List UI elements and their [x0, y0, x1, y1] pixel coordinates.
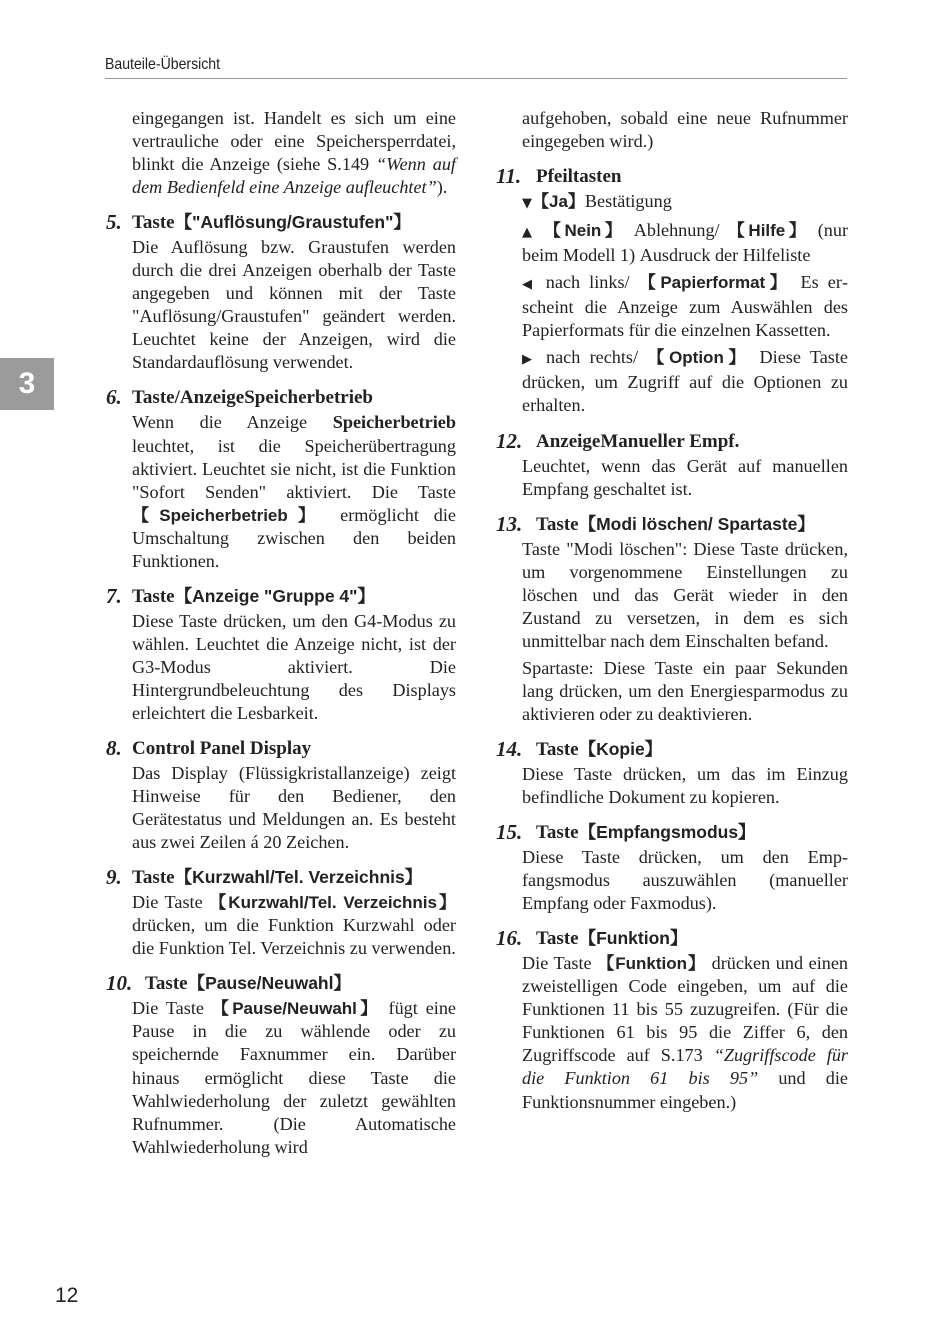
- item-heading: 14. Taste【Kopie】: [496, 736, 663, 761]
- key-label: 【Kopie】: [578, 738, 663, 759]
- key-label: 【Papierformat】: [638, 273, 792, 293]
- item-heading: 5. Taste【"Auflösung/Graustufen"】: [106, 210, 411, 235]
- item-16: [496, 925, 848, 1113]
- page-reference: “Zugriffscode für die Funktion 61 bis 95”: [522, 1045, 848, 1089]
- item-15: [496, 819, 848, 915]
- key-label: 【Speicherbetrieb】: [132, 505, 326, 525]
- item-description: Diese Taste drücken, um den Empfangsmodus auszuwählen (manueller Empfang oder Faxmodus).: [522, 847, 848, 914]
- item-description: Diese Taste drücken, um den G4-Modus zu wählen. Leuchtet die Anzeige nicht, ist der G3-Modus aktiviert. Die Hintergrundbeleuchtung des Displays erleichtert die Lesbarkeit.: [132, 610, 456, 723]
- item-10: [106, 970, 456, 1158]
- item-description: Die Taste 【Kurzwahl/Tel. Verzeichnis】 drücken, um die Funktion Kurzwahl oder die Funktion Tel. Verzeichnis zu verwenden.: [132, 892, 456, 959]
- item-description: Taste "Modi löschen": Diese Taste drücken, um vorgenommene Einstellungen zu löschen und das Gerät wieder in den Zustand zu versetzen, in dem es sich unmittelbar nach dem Einschalten befand.: [522, 538, 848, 651]
- right-column: [496, 107, 848, 1114]
- key-label: 【Option】: [647, 348, 751, 368]
- arrow-up-entry: ▲ 【Nein】 Ablehnung/ 【Hilfe】 (nur beim Modell 1) Ausdruck der Hilfeliste: [522, 220, 849, 266]
- key-label: 【Pause/Neuwahl】: [211, 999, 381, 1019]
- key-label: 【Hilfe】: [727, 221, 810, 241]
- item-heading: 12. AnzeigeManueller Empf.: [496, 428, 740, 453]
- item-heading: 7. Taste【Anzeige "Gruppe 4"】: [106, 583, 375, 608]
- item-heading: 8. Control Panel Display: [106, 736, 312, 761]
- page-reference: “Wenn auf dem Bedienfeld eine Anzeige aufleuchtet”: [132, 154, 456, 198]
- item-heading: 9. Taste【Kurzwahl/Tel. Verzeichnis】: [106, 865, 423, 890]
- item-description: Wenn die Anzeige Speicherbetrieb leuchtet, ist die Speicherübertragung aktiviert. Leuchtet sie nicht, ist die Funktion "Sofort Senden" aktiviert. Die Taste 【Speicherbetrieb】 ermöglicht die Umschaltung zwischen den beiden Funktionen.: [132, 412, 456, 571]
- item-5: [106, 209, 456, 374]
- item-heading: 11. Pfeiltasten: [496, 164, 622, 189]
- key-label: 【Empfangsmodus】: [578, 822, 756, 843]
- key-label: 【Anzeige "Gruppe 4"】: [174, 585, 375, 606]
- item-11: [496, 163, 848, 417]
- item-description: Leuchtet, wenn das Gerät auf manuellen Empfang geschaltet ist.: [522, 455, 848, 499]
- item-heading: 10. Taste【Pause/Neuwahl】: [106, 971, 351, 996]
- item-description: Spartaste: Diese Taste ein paar Sekunden lang drücken, um den Energiesparmodus zu aktivieren oder zu deaktivieren.: [522, 657, 848, 724]
- arrow-right-icon: ▶: [522, 352, 537, 368]
- item-heading: 16. Taste【Funktion】: [496, 926, 688, 951]
- left-column: [106, 107, 456, 1159]
- key-label: 【Ja】: [532, 192, 585, 212]
- key-label: 【Funktion】: [597, 954, 707, 974]
- item-heading: 13. Taste【Modi löschen/ Spartaste】: [496, 511, 815, 536]
- item-6: [106, 384, 456, 572]
- item-7: [106, 583, 456, 725]
- item-description: Das Display (Flüssigkristallanzeige) zeigt Hinweise für den Bediener, den Gerätestatus und Meldungen an. Es besteht aus zwei Zeilen á 20 Zeichen.: [132, 763, 456, 853]
- key-label: 【Funktion】: [578, 928, 688, 949]
- item-13: [496, 511, 848, 726]
- key-label: 【Pause/Neuwahl】: [187, 973, 351, 994]
- arrow-right-entry: ▶ nach rechts/ 【Option】 Diese Taste drücken, um Zugriff auf die Optionen zu erhalten.: [522, 347, 848, 416]
- continuation-paragraph: aufgehoben, sobald eine neue Rufnummer eingegeben wird.): [522, 108, 848, 152]
- arrow-down-icon: ▼: [522, 196, 532, 212]
- arrow-left-icon: ◀: [522, 277, 537, 293]
- arrow-up-icon: ▲: [522, 225, 536, 241]
- key-label: 【Kurzwahl/Tel. Verzeichnis】: [209, 893, 456, 913]
- section-title: Bauteile-Übersicht: [105, 56, 221, 73]
- chapter-tab: 3: [0, 358, 54, 410]
- page-header: [105, 54, 847, 79]
- item-description: Die Auflösung bzw. Graustufen werden durch die drei Anzeigen oberhalb der Taste angegeben und können mit der Taste "Auflösung/Graustufen" geändert werden. Leuchtet keine der Anzeigen, wird die Standardauflösung verwendet.: [132, 237, 456, 373]
- item-14: [496, 736, 848, 809]
- key-label: 【"Auflösung/Graustufen"】: [174, 212, 411, 233]
- arrow-left-entry: ◀ nach links/ 【Papierformat】 Es erscheint die Anzeige zum Auswählen des Papierformats für die einzelnen Kassetten.: [522, 272, 848, 341]
- item-heading: 6. Taste/AnzeigeSpeicherbetrieb: [106, 385, 373, 410]
- item-heading: 15. Taste【Empfangsmodus】: [496, 820, 756, 845]
- arrow-down-entry: ▼【Ja】Bestätigung: [522, 191, 672, 212]
- item-8: [106, 735, 456, 854]
- key-label: 【Modi löschen/ Spartaste】: [578, 513, 815, 534]
- item-9: [106, 864, 456, 960]
- key-label: 【Kurzwahl/Tel. Verzeichnis】: [174, 867, 423, 888]
- intro-paragraph: eingegangen ist. Handelt es sich um eine vertrauliche oder eine Speichersperrdatei, blinkt die Anzeige (siehe S.149 “Wenn auf dem Bedienfeld eine Anzeige aufleuchtet”).: [132, 108, 456, 198]
- item-description: Diese Taste drücken, um das im Einzug befindliche Dokument zu kopieren.: [522, 763, 848, 808]
- item-description: Die Taste 【Pause/Neuwahl】 fügt eine Pause in die zu wählende oder zu speichernde Faxnummer ein. Darüber hinaus ermöglicht diese Taste die Wahlwiederholung der zuletzt gewählten Rufnummer. (Die Automatische Wahlwiederholung wird: [132, 998, 456, 1157]
- item-description: Die Taste 【Funktion】 drücken und einen zweistelligen Code eingeben, um auf die Funktionen 11 bis 55 zuzugreifen. (Für die Funktionen 61 bis 95 die Ziffer 6, den Zugriffscode auf S.173 “Zugriffscode für die Funktion 61 bis 95” und die Funktionsnummer eingeben.): [522, 953, 849, 1112]
- key-label: 【Nein】: [543, 221, 626, 241]
- page-number: 12: [55, 1284, 79, 1307]
- item-12: [496, 428, 848, 501]
